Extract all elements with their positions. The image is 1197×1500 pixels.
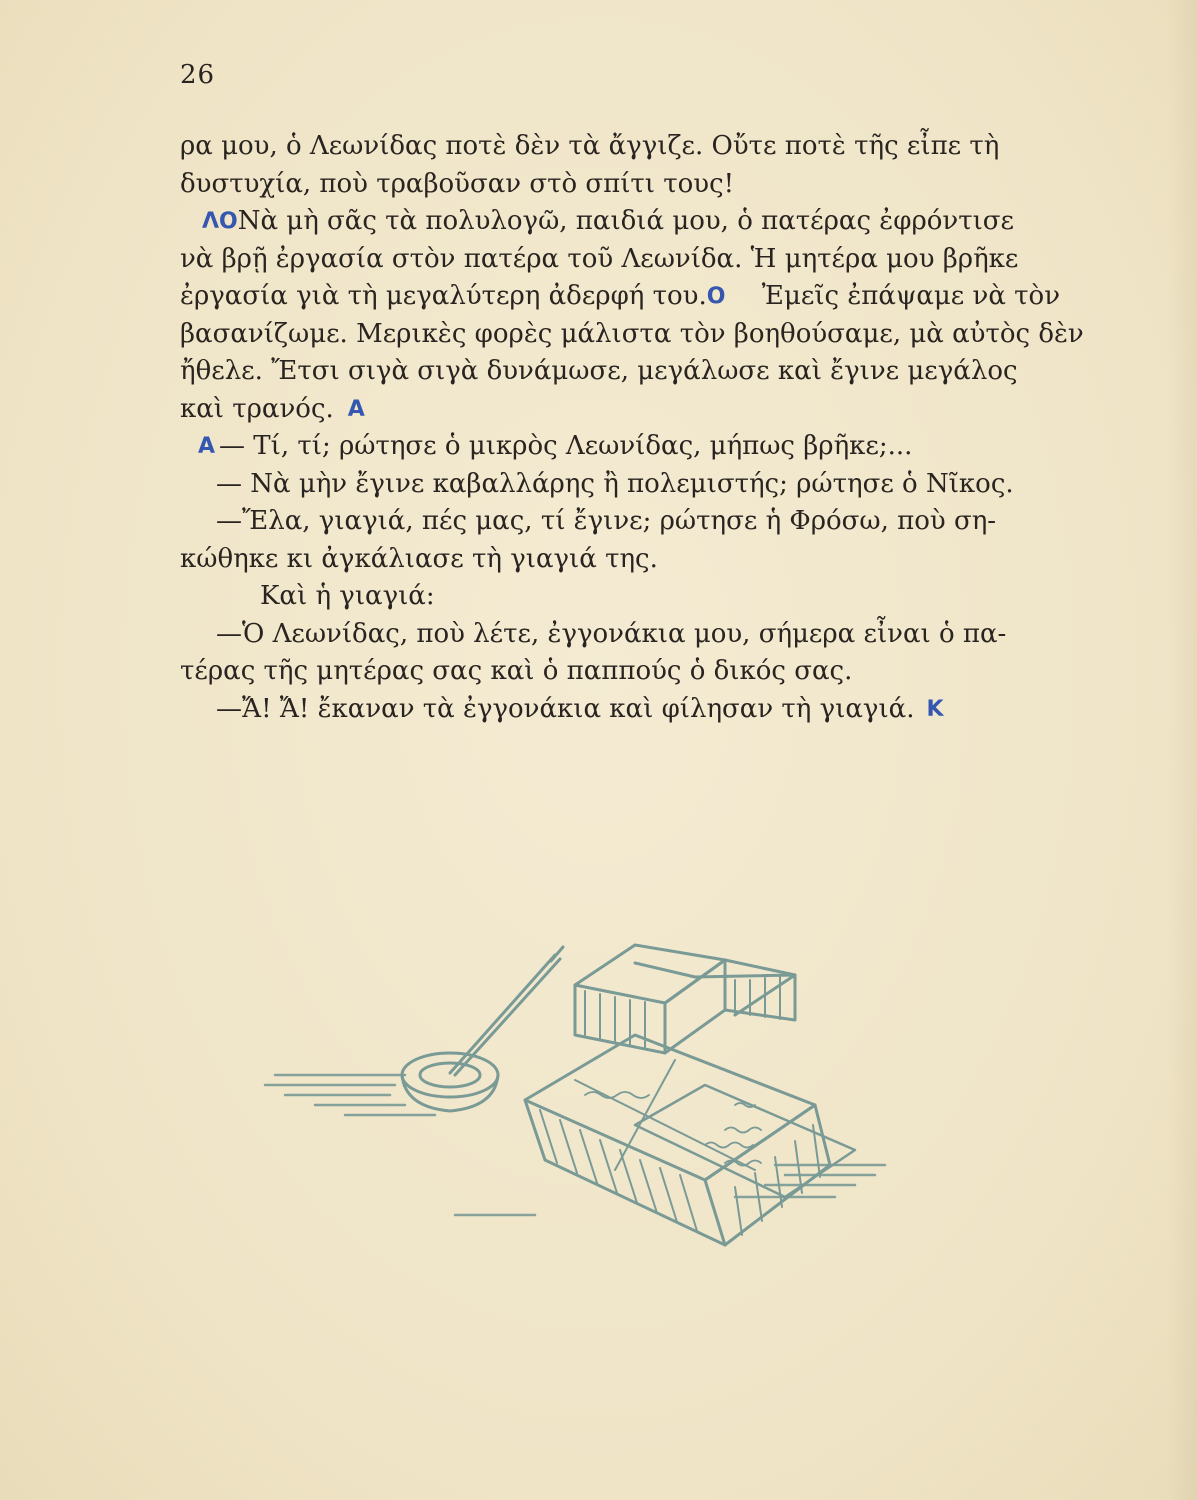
line-3: Νὰ μὴ σᾶς τὰ πολυλογῶ, παιδιά μου, ὁ πατέρας ἐφρόντισε: [237, 206, 1014, 236]
line-2: δυστυχία, ποὺ τραβοῦσαν στὸ σπίτι τους!: [180, 168, 735, 199]
text-line: [180, 241, 1060, 279]
line-8: καὶ τρανός.: [180, 393, 334, 424]
text-line: [180, 541, 1060, 579]
page-number: 26: [180, 60, 216, 90]
line-7: ἤθελε. Ἔτσι σιγὰ σιγὰ δυνάμωσε, μεγάλωσε καὶ ἔγινε μεγάλος: [180, 356, 1018, 386]
line-16: —Ἄ! Ἄ! ἔκαναν τὰ ἐγγονάκια καὶ φίλησαν τὴ γιαγιά.: [216, 693, 915, 724]
line-5b: Ἐμεῖς ἐπάψαμε νὰ τὸν: [761, 281, 1060, 311]
text-line: [180, 166, 1060, 204]
text-line: [180, 353, 1060, 391]
text-line: [180, 428, 1060, 466]
text-line: [180, 616, 1060, 654]
text-line: [180, 128, 1060, 166]
line-15: τέρας τῆς μητέρας σας καὶ ὁ παππούς ὁ δικός σας.: [180, 656, 853, 686]
line-13: Καὶ ἡ γιαγιά:: [260, 581, 435, 611]
line-1: ρα μου, ὁ Λεωνίδας ποτὲ δὲν τὰ ἄγγιζε. Οὔτε ποτὲ τῆς εἶπε τὴ: [180, 131, 1000, 161]
line-9: — Τί, τί; ρώτησε ὁ μικρὸς Λεωνίδας, μήπως βρῆκε;...: [219, 431, 913, 461]
handwritten-mark: Κ: [926, 696, 944, 722]
line-5a: ἐργασία γιὰ τὴ μεγαλύτερη ἀδερφή του.: [180, 281, 707, 311]
line-4: νὰ βρῇ ἐργασία στὸν πατέρα τοῦ Λεωνίδα. Ἡ μητέρα μου βρῆκε: [180, 243, 1019, 274]
text-line: [180, 691, 1060, 729]
text-line: [180, 316, 1084, 354]
text-line: [180, 578, 1060, 616]
line-6: βασανίζωμε. Μερικὲς φορὲς μάλιστα τὸν βοηθούσαμε, μὰ αὐτὸς δὲν: [180, 318, 1084, 349]
line-11: —Ἔλα, γιαγιά, πές μας, τί ἔγινε; ρώτησε ἡ Φρόσω, ποὺ ση-: [216, 506, 997, 536]
handwritten-mark: ΛΟ: [202, 209, 238, 234]
text-line: [180, 278, 1060, 316]
handwritten-mark: Α: [347, 396, 365, 422]
text-line: [180, 653, 1060, 691]
line-12: κώθηκε κι ἀγκάλιασε τὴ γιαγιά της.: [180, 543, 658, 574]
inkwell-and-parcels-icon: [255, 925, 895, 1275]
handwritten-mark: Α: [198, 434, 216, 459]
handwritten-mark: Ο: [706, 284, 726, 309]
text-line: [180, 391, 1060, 429]
text-line: [180, 466, 1060, 504]
line-14: —Ὁ Λεωνίδας, ποὺ λέτε, ἐγγονάκια μου, σήμερα εἶναι ὁ πα-: [216, 618, 1007, 649]
page-edge-shadow: [1167, 0, 1197, 1500]
line-10: — Νὰ μὴν ἔγινε καβαλλάρης ἢ πολεμιστής; ρώτησε ὁ Νῖκος.: [216, 468, 1014, 499]
text-line: [180, 203, 1060, 241]
body-text: [180, 128, 1084, 728]
text-line: [180, 503, 1060, 541]
